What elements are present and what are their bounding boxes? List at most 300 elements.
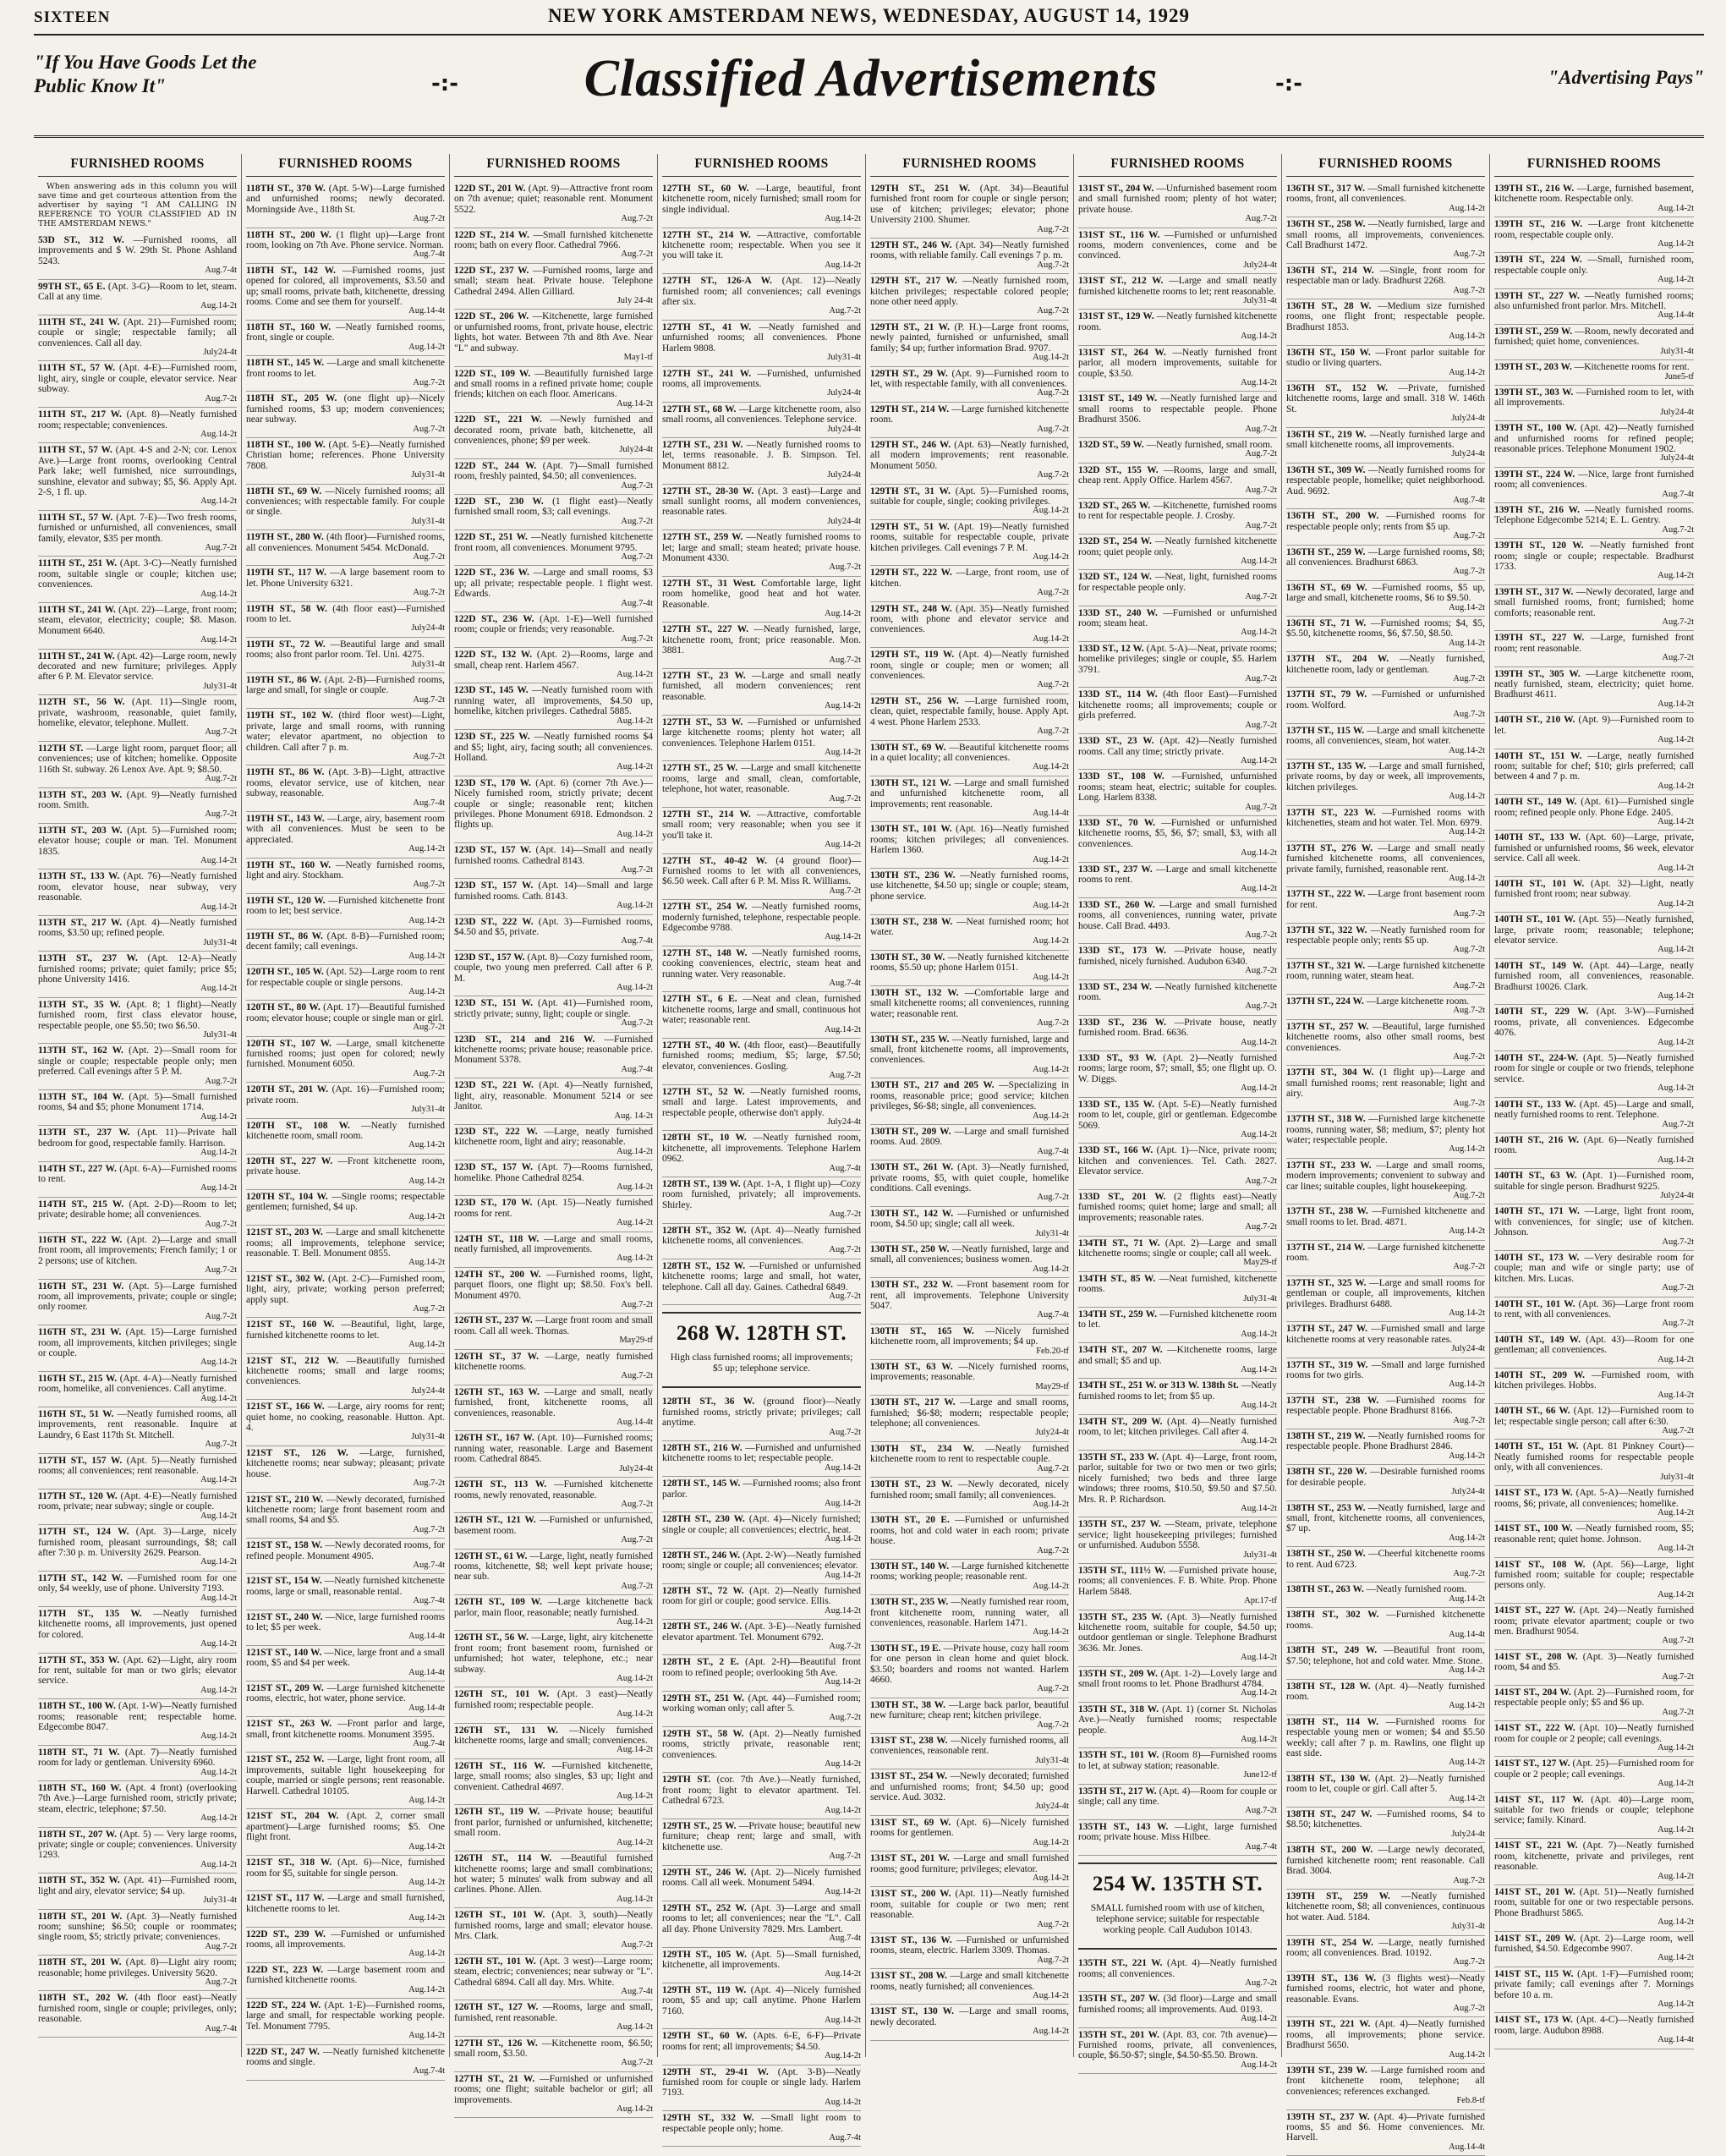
ad-address: 121ST ST., 140 W. xyxy=(246,1647,322,1658)
ad-text: —Neatly furnished rooms, light and airy. Stockham. xyxy=(246,859,445,881)
ad-address: 124TH ST., 118 W. xyxy=(454,1233,540,1244)
ad-address: 141ST ST., 201 W. xyxy=(1494,1886,1575,1897)
ad-address: 126TH ST., 113 W. xyxy=(454,1479,547,1490)
classified-ad xyxy=(1286,2110,1485,2156)
ad-address: 132D ST., 254 W. xyxy=(1078,536,1152,547)
classified-ad xyxy=(1286,1394,1485,1429)
ad-text: (Apt. 3)—Large and small rooms to let; all conveniences; near the "L". Call all day. Phone University 7829. Mrs. Lambert. xyxy=(662,1902,861,1934)
ad-run-code: Aug.7-2t xyxy=(621,1371,653,1381)
ad-text: —Furnished rooms with kitchenettes, steam and hot water. Tel. Mon. 6979. xyxy=(1286,807,1485,828)
classified-ad xyxy=(870,321,1069,367)
ad-text: (Apt. 11)—Neatly furnished room, suitable for couple or two men; rent reasonable. xyxy=(870,1889,1070,1921)
classified-ad xyxy=(1494,503,1694,539)
ad-text: —Private house, neatly furnished, nicely furnished. Audubon 6340. xyxy=(1078,946,1277,967)
ad-run-code: Aug.14-2t xyxy=(1033,552,1069,562)
classified-ad xyxy=(870,1078,1069,1125)
ad-text: (Apt. 7)—Rooms furnished, homelike. Phone Cathedral 8254. xyxy=(454,1162,653,1183)
ad-run-code: Aug.14-2t xyxy=(1033,1064,1069,1074)
classified-ad xyxy=(246,765,445,812)
ad-text: (Apt. 17)—Beautiful furnished room; elevator house; couple or single man or girl. xyxy=(246,1002,445,1023)
ad-text: (Apt. 9)—Furnished room to let, with respectable family, with all conveniences. xyxy=(870,368,1069,389)
ad-address: 129TH ST., 51 W. xyxy=(870,521,950,532)
ad-text: —Single, front room for respectable man or lady. Bradhurst 2268. xyxy=(1286,265,1485,287)
ad-text: (Apt. 3-B)—Neatly furnished room for couple or single lady. Harlem 7193. xyxy=(662,2066,861,2098)
classified-ad xyxy=(1494,539,1694,585)
ad-address: 130TH ST., 19 E. xyxy=(870,1643,941,1654)
ad-address: 140TH ST., 209 W. xyxy=(1494,1370,1586,1381)
ad-run-code: Aug.14-2t xyxy=(1241,848,1277,859)
ad-text: (Apt. 15)—Neatly furnished rooms for rent. xyxy=(454,1198,653,1219)
ad-run-code: Aug. 14-2t xyxy=(614,1111,653,1121)
ad-run-code: Aug.7-2t xyxy=(1245,1806,1277,1816)
ad-address: 129TH ST. xyxy=(662,1775,711,1786)
ad-text: —Large, neatly furnished kitchenette room, light and airy; reasonable. xyxy=(454,1126,654,1148)
ad-text: —Large, neatly furnished kitchenette rooms. xyxy=(454,1351,654,1373)
classified-ad xyxy=(38,1090,237,1126)
ad-run-code: July24-4t xyxy=(203,348,237,358)
classified-ad xyxy=(1494,2013,1694,2049)
ad-address: 121ST ST., 154 W. xyxy=(246,1576,322,1587)
ad-address: 118TH ST., 142 W. xyxy=(246,265,336,276)
classified-ad xyxy=(1286,806,1485,842)
ad-text: —Large, light, neatly furnished rooms, kitchenette, $8; well kept private house; near sub. xyxy=(454,1550,653,1583)
classified-ad xyxy=(870,1396,1069,1442)
ad-address: 129TH ST., 58 W. xyxy=(662,1728,744,1739)
ad-address: 116TH ST., 215 W. xyxy=(38,1373,118,1384)
classified-ad xyxy=(454,1631,653,1687)
ad-address: 127TH ST., 21 W. xyxy=(454,2073,535,2084)
ad-address: 119TH ST., 117 W. xyxy=(246,568,326,579)
ad-text: (Apt. 12)—Furnished room to let; respectable single person; call after 6:30. xyxy=(1494,1406,1694,1427)
classified-ad xyxy=(1286,924,1485,959)
classified-ad xyxy=(1494,386,1694,421)
ad-address: 128TH ST., 246 W. xyxy=(662,1621,742,1632)
classified-ad xyxy=(662,1773,861,1819)
classified-ad xyxy=(38,443,237,510)
ad-run-code: Aug.14-2t xyxy=(1033,353,1069,363)
ad-text: —Front parlor and large, small, front kitchenette rooms. Monument 3595. xyxy=(246,1719,445,1740)
ad-run-code: Aug.7-2t xyxy=(621,1535,653,1545)
classified-ad xyxy=(1286,1936,1485,1972)
ad-address: 140TH ST., 173 W. xyxy=(1494,1252,1580,1263)
classified-ad xyxy=(1078,1272,1277,1308)
classified-ad xyxy=(246,1999,445,2045)
ad-address: 126TH ST., 109 W. xyxy=(454,1597,542,1608)
ad-address: 133D ST., 234 W. xyxy=(1078,981,1152,992)
ad-text: (Apt. 19)—Neatly furnished rooms, suitable for respectable couple, private kitchen privileges. Call evenings 7 P. M. xyxy=(870,521,1069,553)
ad-run-code: Aug.14-2t xyxy=(1658,203,1694,213)
ad-text: —Furnished or unfurnished rooms, steam, electric. Harlem 3309. Thomas. xyxy=(870,1934,1070,1956)
ad-text: —Furnished room to let, with all improvements. xyxy=(1494,387,1694,409)
ad-text: —Furnished room for one only, $4 weekly, use of phone. University 7193. xyxy=(38,1572,238,1594)
ad-text: —Neatly furnished room for respectable people only; rents $5 up. xyxy=(1286,924,1485,946)
ad-address: 137TH ST., 319 W. xyxy=(1286,1359,1368,1370)
column-heading: FURNISHED ROOMS xyxy=(870,154,1069,177)
ad-text: —Large and small rooms, neatly furnished, all improvements. xyxy=(454,1233,654,1254)
ad-text: (4 ground floor)—Furnished rooms to let with all conveniences, $6.50 week. Call after 6 P. M. Miss R. Williams. xyxy=(662,855,862,887)
classified-ad xyxy=(246,392,445,438)
classified-ad xyxy=(454,2037,653,2072)
ad-text: —Beautiful, large furnished kitchenette rooms, also other small rooms, best conveniences. xyxy=(1286,1021,1485,1053)
ad-address: 119TH ST., 86 W. xyxy=(246,767,325,778)
ad-text: (Apt. 83, cor. 7th avenue)—Furnished rooms, private, all conveniences, couple, $6.50-$7; single, $4.50-$5.50. Brown. xyxy=(1078,2029,1278,2061)
ad-text: —Large light room, parquet floor; all conveniences; use of kitchen; homelike. Opposite 116th St. subway. 26 Lenox Ave. Apt. 9; $8.50. xyxy=(38,743,238,775)
ad-text: —Large back parlor, beautiful new furniture; cheap rent; kitchen privilege. xyxy=(870,1699,1069,1721)
ad-text: (Apt. 2-D)—Room to let; private; desirable home; all conveniences. xyxy=(38,1199,238,1221)
ad-text: (Apt. 14)—Small and large furnished rooms. Cath. 8143. xyxy=(454,881,654,902)
ad-text: —Large, furnished basement, kitchenette room. Respectable only. xyxy=(1494,184,1694,205)
ad-address: 137TH ST., 304 W. xyxy=(1286,1067,1374,1078)
classified-ad xyxy=(662,1512,861,1548)
ad-run-code: July24-4t xyxy=(827,424,861,434)
ad-run-code: Aug.14-2t xyxy=(408,844,445,854)
ad-address: 127TH ST., 23 W. xyxy=(662,671,746,682)
ad-run-code: July24-4t xyxy=(1451,1344,1485,1354)
ad-column xyxy=(450,154,658,2115)
ad-run-code: Aug.7-2t xyxy=(621,2058,653,2068)
classified-ad xyxy=(38,1044,237,1090)
ad-run-code: Aug.14-2t xyxy=(1033,1111,1069,1121)
ad-text: —Newly decorated rooms, for refined people. Monument 4905. xyxy=(246,1540,446,1561)
ad-address: 130TH ST., 217 and 205 W. xyxy=(870,1080,995,1091)
ad-text: —Private house, neatly furnished room. Brad. 6636. xyxy=(1078,1017,1277,1039)
ad-address: 129TH ST., 105 W. xyxy=(662,1949,747,1960)
classified-ad xyxy=(870,1160,1069,1207)
classified-ad xyxy=(662,1727,861,1774)
ad-text: (Apt. 1-E)—Furnished rooms, large and small, for respectable working people. Tel. Monument 7795. xyxy=(246,2000,446,2032)
ad-address: 126TH ST., 237 W. xyxy=(454,1315,533,1326)
ad-run-code: Aug.14-2t xyxy=(200,1731,237,1742)
ad-address: 122D ST., 236 W. xyxy=(454,568,529,579)
ad-address: 141ST ST., 127 W. xyxy=(1494,1758,1570,1769)
ad-address: 140TH ST., 151 W. xyxy=(1494,1441,1579,1452)
ad-run-code: July24-4t xyxy=(1451,449,1485,459)
classified-ad xyxy=(662,1085,861,1132)
ad-text: —A large basement room to let. Phone University 6321. xyxy=(246,568,446,589)
ad-run-code: Aug.14-2t xyxy=(408,342,445,352)
ad-address: 119TH ST., 86 W. xyxy=(246,931,323,941)
classified-ad xyxy=(1078,535,1277,570)
classified-ad xyxy=(1078,1415,1277,1451)
classified-ad xyxy=(1494,1793,1694,1840)
ad-address: 129TH ST., 246 W. xyxy=(662,1867,747,1878)
classified-ad xyxy=(662,1983,861,2030)
ad-run-code: Aug.14-2t xyxy=(825,1887,861,1897)
ad-run-code: Aug.14-2t xyxy=(1241,1503,1277,1513)
ad-address: 131ST ST., 201 W. xyxy=(870,1853,950,1864)
classified-ad xyxy=(1286,1808,1485,1843)
ad-run-code: Aug.7-2t xyxy=(1662,617,1694,628)
ad-address: 129TH ST., 252 W. xyxy=(662,1902,747,1913)
ad-run-code: Aug.7-2t xyxy=(1453,1052,1485,1062)
ad-text: (Apt. 21)—Furnished room; couple or single; respectable family; all conveniences. Call all day. xyxy=(38,316,237,348)
ad-text: —Kitchenette rooms, large and small; $5 and up. xyxy=(1078,1345,1277,1366)
ad-text: —Large, front room, use of kitchen. xyxy=(870,568,1069,589)
classified-ad xyxy=(662,530,861,577)
ad-address: 128TH ST., 72 W. xyxy=(662,1585,744,1596)
ad-address: 135TH ST., 209 W. xyxy=(1078,1668,1158,1679)
ad-run-code: Aug.14-2t xyxy=(408,1984,445,1994)
classified-ad xyxy=(1286,1547,1485,1583)
ad-address: 127TH ST., 31 West. xyxy=(662,578,756,589)
ad-run-code: Aug.14-2t xyxy=(408,2031,445,2041)
classified-ad xyxy=(662,2029,861,2065)
ad-run-code: Aug.7-2t xyxy=(413,1068,445,1078)
classified-ad xyxy=(454,1724,653,1759)
ad-address: 119TH ST., 280 W. xyxy=(246,532,324,543)
ad-text: (Apt. 5)—Large furnished room, all improvements, private; couple or single; only roomer. xyxy=(38,1281,238,1313)
ad-run-code: Aug.14-2t xyxy=(1033,936,1069,946)
classified-ad xyxy=(1286,1890,1485,1936)
ad-address: 118TH ST., 202 W. xyxy=(38,1993,129,2004)
ad-run-code: Aug.7-2t xyxy=(1453,1568,1485,1578)
classified-ad xyxy=(246,530,445,566)
classified-ad xyxy=(454,951,653,997)
ad-address: 141ST ST., 115 W. xyxy=(1494,1968,1574,1979)
ad-run-code: Aug.7-2t xyxy=(621,214,653,224)
ad-run-code: Aug.14-2t xyxy=(1658,991,1694,1001)
classified-ad xyxy=(38,1956,237,1991)
ad-address: 138TH ST., 130 W. xyxy=(1286,1773,1371,1784)
classified-ad xyxy=(1078,1144,1277,1190)
classified-ad xyxy=(246,1809,445,1856)
ad-run-code: Aug.14-2t xyxy=(825,1570,861,1580)
ad-run-code: Aug.7-2t xyxy=(1453,1190,1485,1200)
classified-ad xyxy=(1078,816,1277,863)
ad-text: (Apt. 32)—Light, neatly furnished front room; near subway. xyxy=(1494,878,1694,900)
ad-run-code: Aug.7-2t xyxy=(829,306,861,316)
classified-ad xyxy=(1078,980,1277,1016)
ad-text: (Room 8)—Furnished rooms to let, at subway station; reasonable. xyxy=(1078,1750,1277,1771)
classified-ad xyxy=(454,1852,653,1908)
classified-ad xyxy=(1286,182,1485,217)
classified-ad xyxy=(1286,581,1485,617)
ad-text: (Apt. 4-C)—Neatly furnished room, large. Audubon 8988. xyxy=(1494,2015,1694,2036)
ad-run-code: Aug.14-2t xyxy=(616,716,653,726)
ad-address: 127TH ST., 40 W. xyxy=(662,1040,741,1051)
ad-run-code: Aug.7-4t xyxy=(413,1596,445,1606)
classified-ad xyxy=(870,403,1069,438)
classified-ad xyxy=(1078,499,1277,535)
ad-address: 113TH ST., 162 W. xyxy=(38,1045,123,1056)
ad-address: 113TH ST., 203 W. xyxy=(38,789,123,800)
ad-text: Comfortable large, light room homelike, good heat and hot water. Reasonable. xyxy=(662,578,861,610)
classified-ad xyxy=(38,1407,237,1454)
ad-address: 119TH ST., 160 W. xyxy=(246,859,332,870)
classified-ad xyxy=(1286,1358,1485,1394)
ad-run-code: Aug.7-2t xyxy=(1037,1545,1069,1555)
classified-ad xyxy=(454,1431,653,1478)
ad-address: 123D ST., 157 W. xyxy=(454,845,532,856)
ad-address: 134TH ST., 85 W. xyxy=(1078,1273,1156,1284)
classified-ad xyxy=(1078,1098,1277,1144)
ad-run-code: Aug.14-2t xyxy=(1241,628,1277,638)
ad-run-code: Aug.14-2t xyxy=(200,1557,237,1567)
ad-column xyxy=(242,154,450,2076)
ad-run-code: Aug.7-2t xyxy=(1037,588,1069,598)
ad-run-code: Aug.14-2t xyxy=(616,1146,653,1156)
classified-ad xyxy=(246,1539,445,1574)
ad-address: 130TH ST., 217 W. xyxy=(870,1397,956,1408)
ad-address: 129TH ST., 222 W. xyxy=(870,568,952,579)
ad-run-code: Aug.14-2t xyxy=(1241,1688,1277,1698)
ad-run-code: Aug.14-2t xyxy=(1241,332,1277,342)
ad-address: 118TH ST., 201 W. xyxy=(38,1957,122,1968)
ad-run-code: Aug.14-2t xyxy=(1449,745,1485,755)
classified-ad xyxy=(246,1963,445,1999)
ad-address: 137TH ST., 204 W. xyxy=(1286,654,1389,665)
ad-run-code: July24-4t xyxy=(1451,414,1485,424)
ad-text: —Neat furnished, kitchenette rooms. xyxy=(1078,1273,1278,1295)
ad-run-code: Aug.7-4t xyxy=(205,266,237,276)
ad-address: 130TH ST., 238 W. xyxy=(870,916,953,927)
ad-column xyxy=(1282,154,1490,2152)
ad-address: 128TH ST., 145 W. xyxy=(662,1478,741,1489)
ad-address: 136TH ST., 214 W. xyxy=(1286,265,1374,276)
ad-address: 133D ST., 237 W. xyxy=(1078,864,1153,875)
ad-column xyxy=(1074,154,1282,2070)
ad-text: —Nicely furnished kitchenette room, all improvements; $4 up. xyxy=(870,1325,1069,1347)
ad-text: (Apt. 4)—Neatly furnished rooms, $3.50 up; refined people. xyxy=(38,917,238,939)
ad-address: 131ST ST., 254 W. xyxy=(870,1771,947,1782)
classified-ad xyxy=(662,808,861,854)
classified-ad xyxy=(870,182,1069,239)
ad-address: 133D ST., 108 W. xyxy=(1078,771,1164,782)
ad-text: —Beautiful, light, large, furnished kitchenette rooms to let. xyxy=(246,1319,446,1341)
ad-run-code: July31-4t xyxy=(1660,1472,1694,1482)
ad-text: —Large front kitchenette room, respectable couple only. xyxy=(1494,219,1694,240)
ad-text: (Apt. 2)—Small room for single or couple; respectable people only; men preferred. Call evenings after 5 P. M. xyxy=(38,1045,237,1078)
classified-ad xyxy=(1078,1190,1277,1237)
classified-ad xyxy=(38,1699,237,1746)
ad-address: 121ST ST., 158 W. xyxy=(246,1540,323,1551)
classified-ad xyxy=(38,1233,237,1280)
classified-ad xyxy=(1286,464,1485,510)
ad-run-code: Aug.14-2t xyxy=(1658,1871,1694,1881)
ad-run-code: Aug.7-4t xyxy=(1245,1841,1277,1852)
ad-text: —Neatly furnished room, kitchenette, all improvements. Telephone Harlem 0962. xyxy=(662,1133,861,1165)
classified-ad xyxy=(870,1969,1069,2005)
ad-run-code: Aug.14-2t xyxy=(200,1813,237,1824)
classified-ad xyxy=(870,694,1069,741)
ad-text: —Furnished rooms; also front parlor. xyxy=(662,1478,861,1500)
ad-address: 129TH ST., 332 W. xyxy=(662,2113,754,2124)
classified-ad xyxy=(1494,795,1694,831)
ad-address: 135TH ST., 201 W. xyxy=(1078,2029,1159,2040)
ad-text: (one flight up)—Nicely furnished rooms, $3 up; modern conveniences; near subway. xyxy=(246,393,445,425)
ad-run-code: Aug.7-2t xyxy=(1037,1919,1069,1929)
classified-ad xyxy=(1286,346,1485,381)
ad-address: 120TH ST., 104 W. xyxy=(246,1191,328,1202)
ad-address: 141ST ST., 227 W. xyxy=(1494,1605,1575,1616)
ad-address: 137TH ST., 214 W. xyxy=(1286,1242,1366,1253)
ad-run-code: Aug.14-2t xyxy=(1449,1451,1485,1461)
ad-address: 130TH ST., 121 W. xyxy=(870,777,951,788)
classified-ad xyxy=(662,577,861,623)
ad-run-code: Aug.14-2t xyxy=(1033,1264,1069,1274)
page-number: SIXTEEN xyxy=(34,8,111,26)
ad-run-code: Aug.14-2t xyxy=(825,1759,861,1769)
classified-ad xyxy=(1286,959,1485,995)
section-banner xyxy=(34,41,1704,142)
classified-ad xyxy=(870,1734,1069,1769)
ad-run-code: Aug.7-2t xyxy=(1037,680,1069,690)
ad-address: 118TH ST., 71 W. xyxy=(38,1747,120,1758)
classified-ad xyxy=(1078,346,1277,392)
ad-run-code: Aug.14-2t xyxy=(1658,699,1694,709)
ad-text: (4th floor, east)—Beautifully furnished rooms; medium, $5; large, $7.50; elevator, conveniences. Gosling. xyxy=(662,1040,861,1072)
ad-text: —Kitchenette room, $6.50; small room, $3.50. xyxy=(454,2038,653,2059)
ad-run-code: Aug.14-2t xyxy=(825,1805,861,1815)
ad-text: —Neatly furnished rooms, use kitchenette, $4.50 up; single or couple; steam, phone service. xyxy=(870,870,1069,902)
ad-address: 138TH ST., 253 W. xyxy=(1286,1502,1366,1513)
ad-run-code: Aug.7-2t xyxy=(205,393,237,403)
ad-text: (Apt. 2-W)—Neatly furnished room; single or couple; all conveniences; elevator. xyxy=(662,1550,861,1572)
ad-text: —Kitchenette rooms for rent. xyxy=(1574,362,1690,373)
ad-run-code: Aug.14-2t xyxy=(408,1211,445,1221)
ad-address: 137TH ST., 325 W. xyxy=(1286,1277,1367,1288)
ad-run-code: Aug.7-2t xyxy=(1245,214,1277,224)
ad-text: —Private house; beautiful new furniture; cheap rent; large and small, with kitchenette use. xyxy=(662,1821,861,1852)
ad-text: (4th floor east)—Furnished room to let. xyxy=(246,603,446,625)
ad-text: (cor. 7th Ave.)—Neatly furnished, front room; light to elevator apartment. Tel. Cathedral 6723. xyxy=(662,1775,862,1807)
ad-text: —Large basement room and furnished kitchenette rooms. xyxy=(246,1964,445,1986)
ad-run-code: Aug.7-2t xyxy=(1245,1222,1277,1232)
classified-ad xyxy=(246,1717,445,1753)
ad-run-code: July24-4t xyxy=(1660,1190,1694,1200)
ad-run-code: Feb.8-tf xyxy=(1456,2096,1485,2106)
ad-address: 127TH ST., 231 W. xyxy=(662,439,743,450)
ad-address: 122D ST., 206 W. xyxy=(454,311,529,322)
ad-text: (Apt. 60)—Large, private, furnished or unfurnished rooms, $6 week, elevator service. Call all week. xyxy=(1494,832,1694,864)
ad-run-code: Aug.7-2t xyxy=(205,1311,237,1321)
ad-run-code: Aug.14-2t xyxy=(1658,1354,1694,1364)
ad-text: —Large and small furnished, kitchenette rooms to let. xyxy=(246,1893,445,1914)
ad-address: 128TH ST., 10 W. xyxy=(662,1133,747,1144)
ad-run-code: Aug.14-2t xyxy=(1449,2049,1485,2060)
ad-text: (Apt. 22)—Large, front room; steam, elevator, electricity; couple; $8. Mason. Monument 6640. xyxy=(38,605,238,636)
ad-text: —Large kitchenette room. xyxy=(1366,996,1470,1007)
ad-text: (Apt. 3-G)—Room to let, steam. Call at any time. xyxy=(38,281,238,303)
classified-ad xyxy=(38,695,237,742)
ad-text: (P. H.)—Large front rooms, newly painted, furnished or unfurnished, small family; $4 up; further information Brad. 9707. xyxy=(870,321,1070,354)
ad-text: —Large and small kitchenette rooms; all improvements, telephone service; reasonable. T. Bell. Monument 0855. xyxy=(246,1227,446,1259)
ad-address: 133D ST., 236 W. xyxy=(1078,1017,1166,1028)
ad-address: 135TH ST., 221 W. xyxy=(1078,1958,1163,1969)
ad-run-code: Aug.14-2t xyxy=(1241,2060,1277,2070)
classified-ad xyxy=(1494,1204,1694,1251)
ad-run-code: Aug.14-2t xyxy=(200,1685,237,1695)
classified-ad xyxy=(1494,1650,1694,1686)
ad-run-code: Aug.14-2t xyxy=(1241,1436,1277,1446)
page-header xyxy=(34,5,1704,36)
classified-ad xyxy=(662,1477,861,1512)
ad-run-code: Aug.14-2t xyxy=(825,1462,861,1473)
ad-text: (Apt. 1-F)—Furnished room; private family; call evenings after 7. Mornings before 10 a. m. xyxy=(1494,1968,1694,2000)
ad-run-code: Aug.14-2t xyxy=(200,1639,237,1649)
ad-text: (Apt. 1-E)—Well furnished room; couple or friends; very reasonable. xyxy=(454,614,653,635)
ad-run-code: July24-4t xyxy=(1660,453,1694,464)
ad-run-code: Aug.14-2t xyxy=(408,1913,445,1923)
classified-ad xyxy=(454,683,653,730)
ad-run-code: May29-tf xyxy=(619,1336,653,1346)
ad-run-code: Aug.7-4t xyxy=(621,598,653,608)
ad-run-code: Aug.14-2t xyxy=(1449,367,1485,377)
classified-ad xyxy=(1286,217,1485,264)
ad-run-code: July24-4t xyxy=(1451,1487,1485,1497)
ad-text: —Furnished large kitchenette rooms, running water, $8; medium, $7; plenty hot water; respectable people. xyxy=(1286,1114,1485,1145)
classified-ad xyxy=(1494,1333,1694,1369)
